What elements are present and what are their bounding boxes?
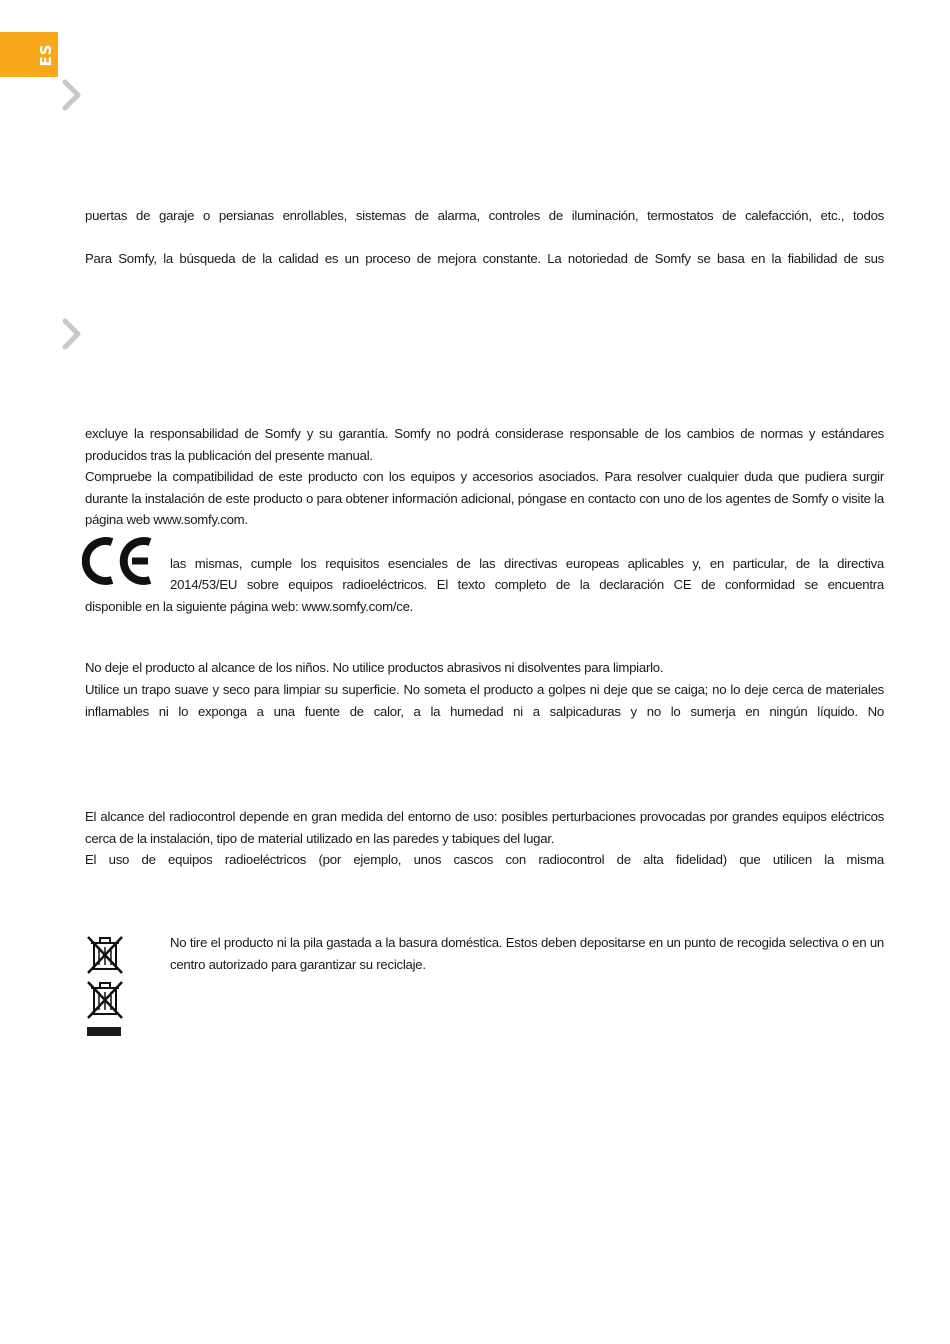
ce-mark-icon: [82, 536, 156, 586]
intro-line-1: puertas de garaje o persianas enrollables, sistemas de alarma, controles de iluminación, termostatos de calefacción, etc., todos: [85, 208, 884, 223]
weee-underline-bar: [87, 1027, 121, 1036]
responsibility-paragraph-1: excluye la responsabilidad de Somfy y su garantía. Somfy no podrá considerase responsable de los cambios de normas y estándares producidos tras la publicación del presente manual.: [85, 426, 884, 463]
chevron-right-icon: [60, 77, 84, 113]
ce-line-3: disponible en la siguiente página web: www.somfy.com/ce.: [85, 599, 414, 614]
safety-line-1: No deje el producto al alcance de los niños. No utilice productos abrasivos ni disolventes para limpiarlo.: [85, 660, 664, 675]
recycling-text: No tire el producto ni la pila gastada a la basura doméstica. Estos deben depositarse en un punto de recogida selectiva o en un centro autorizado para garantizar su reciclaje.: [170, 935, 884, 972]
safety-paragraph-2: Utilice un trapo suave y seco para limpiar su superficie. No someta el producto a golpes ni deje que se caiga; no lo deje cerca de materiales inflamables ni lo exponga a una fuente de calor, a la humedad ni a salpicaduras y no lo sumerja en ningún líquido. No: [85, 682, 884, 719]
ce-line-2: 2014/53/EU sobre equipos radioeléctricos. El texto completo de la declaración CE de conformidad se encuentra: [170, 577, 884, 592]
crossed-bin-icon: [85, 980, 125, 1020]
intro-line-2: Para Somfy, la búsqueda de la calidad es un proceso de mejora constante. La notoriedad de Somfy se basa en la fiabilidad de sus: [85, 251, 884, 266]
chevron-right-icon: [60, 316, 84, 352]
crossed-bin-icon: [85, 935, 125, 975]
radio-paragraph-1: El alcance del radiocontrol depende en gran medida del entorno de uso: posibles perturbaciones provocadas por grandes equipos eléctricos cerca de la instalación, tipo de material utilizado en las paredes y tabiques del lugar.: [85, 809, 884, 846]
responsibility-paragraph-2: Compruebe la compatibilidad de este producto con los equipos y accesorios asociados. Para resolver cualquier duda que pudiera surgir durante la instalación de este producto o para obtener información adicional, póngase en contacto con uno de los agentes de Somfy o visite la página web www.somfy.com.: [85, 469, 884, 527]
ce-line-1: las mismas, cumple los requisitos esenciales de las directivas europeas aplicables y, en particular, de la directiva: [170, 556, 884, 571]
language-tab: [0, 32, 58, 77]
radio-paragraph-2: El uso de equipos radioeléctricos (por ejemplo, unos cascos con radiocontrol de alta fidelidad) que utilicen la misma: [85, 852, 884, 867]
language-label: ES: [37, 42, 55, 67]
